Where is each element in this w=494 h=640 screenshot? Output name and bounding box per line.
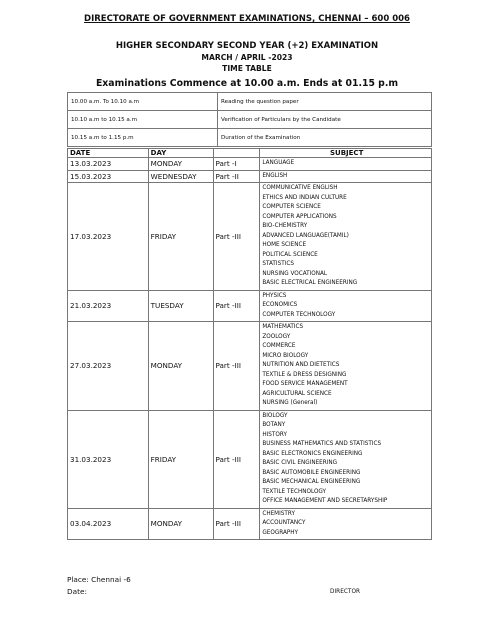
- subject-list: [260, 322, 432, 411]
- exam-day: FRIDAY: [148, 410, 213, 508]
- subject-item: BUSINESS MATHEMATICS AND STATISTICS: [262, 441, 382, 447]
- subject-item: TEXTILE & DRESS DESIGNING: [262, 371, 347, 378]
- exam-date: 17.03.2023: [68, 183, 149, 291]
- exam-day: MONDAY: [148, 158, 213, 171]
- place-line: Place: Chennai -6: [67, 575, 131, 584]
- exam-date: 13.03.2023: [68, 158, 149, 171]
- subject-list: [260, 183, 432, 291]
- date-column-header: DATE: [68, 149, 149, 158]
- subject-item: POLITICAL SCIENCE: [262, 251, 318, 258]
- subject-item: OFFICE MANAGEMENT AND SECRETARYSHIP: [262, 498, 388, 504]
- subject-item: HISTORY: [262, 431, 287, 438]
- director-signatory: DIRECTOR: [330, 589, 361, 595]
- subject-item: HOME SCIENCE: [262, 242, 307, 248]
- exam-title: HIGHER SECONDARY SECOND YEAR (+2) EXAMINATION: [115, 41, 379, 51]
- subject-item: AGRICULTURAL SCIENCE: [262, 390, 332, 397]
- timing-period: 10.15 a.m to 1.15 p.m: [68, 129, 218, 147]
- subject-item: COMPUTER APPLICATIONS: [262, 213, 337, 220]
- subject-item: GEOGRAPHY: [262, 529, 299, 536]
- timing-row: [68, 93, 432, 111]
- timing-table: [67, 92, 432, 147]
- timing-period: 10.00 a.m. To 10.10 a.m: [68, 93, 218, 111]
- exam-day: MONDAY: [148, 322, 213, 411]
- timing-activity: Duration of the Examination: [218, 129, 432, 147]
- subject-item: PHYSICS: [262, 292, 287, 299]
- subject-item: ACCOUNTANCY: [262, 520, 306, 526]
- subject-item: ENGLISH: [262, 172, 288, 179]
- subject-item: COMPUTER TECHNOLOGY: [262, 311, 336, 318]
- exam-date: 03.04.2023: [68, 508, 149, 540]
- subject-item: MATHEMATICS: [262, 324, 304, 330]
- subject-item: CHEMISTRY: [262, 510, 295, 517]
- subject-item: BASIC AUTOMOBILE ENGINEERING: [262, 469, 361, 476]
- timing-row: [68, 111, 432, 129]
- subject-item: NURSING VOCATIONAL: [262, 270, 328, 277]
- subject-item: NUTRITION AND DIETETICS: [262, 362, 340, 368]
- subject-item: BIO-CHEMISTRY: [262, 223, 308, 229]
- exam-day: TUESDAY: [148, 290, 213, 322]
- part-column-header: [213, 149, 260, 158]
- subject-item: ZOOLOGY: [262, 333, 291, 340]
- timing-period: 10.10 a.m to 10.15 a.m: [68, 111, 218, 129]
- subject-item: ECONOMICS: [262, 302, 298, 308]
- exam-part: Part -III: [213, 290, 260, 322]
- subject-list: [260, 170, 432, 183]
- subject-column-header: SUBJECT: [260, 149, 432, 158]
- exam-date: 15.03.2023: [68, 170, 149, 183]
- subject-item: STATISTICS: [262, 261, 294, 267]
- schedule-row: [68, 508, 432, 540]
- timing-activity: Verification of Particulars by the Candidate: [218, 111, 432, 129]
- subject-item: BASIC MECHANICAL ENGINEERING: [262, 479, 361, 485]
- exam-part: Part -III: [213, 410, 260, 508]
- subject-item: LANGUAGE: [262, 160, 295, 166]
- exam-part: Part -III: [213, 322, 260, 411]
- day-column-header: DAY: [148, 149, 213, 158]
- schedule-table: [67, 148, 432, 540]
- subject-item: BOTANY: [262, 422, 286, 428]
- subject-item: BIOLOGY: [262, 412, 288, 419]
- subject-item: BASIC ELECTRONICS ENGINEERING: [262, 450, 363, 457]
- timing-row: [68, 129, 432, 147]
- subject-item: ETHICS AND INDIAN CULTURE: [262, 194, 347, 201]
- exam-part: Part -III: [213, 183, 260, 291]
- subject-item: MICRO BIOLOGY: [262, 352, 309, 359]
- schedule-row: [68, 158, 432, 171]
- schedule-row: [68, 183, 432, 291]
- commence-note: Examinations Commence at 10.00 a.m. Ends at 01.15 p.m: [95, 78, 399, 89]
- exam-date: 21.03.2023: [68, 290, 149, 322]
- schedule-row: [68, 290, 432, 322]
- schedule-row: [68, 170, 432, 183]
- subject-item: COMMERCE: [262, 343, 296, 349]
- exam-session: MARCH / APRIL -2023: [201, 53, 293, 62]
- subject-item: BASIC ELECTRICAL ENGINEERING: [262, 280, 358, 286]
- document-title: TIME TABLE: [222, 64, 272, 73]
- subject-list: [260, 290, 432, 322]
- subject-item: COMPUTER SCIENCE: [262, 204, 321, 210]
- date-line: Date:: [67, 587, 87, 596]
- exam-date: 27.03.2023: [68, 322, 149, 411]
- subject-item: COMMUNICATIVE ENGLISH: [262, 185, 338, 191]
- schedule-header-row: [68, 149, 432, 158]
- exam-day: WEDNESDAY: [148, 170, 213, 183]
- exam-day: MONDAY: [148, 508, 213, 540]
- timing-activity: Reading the question paper: [218, 93, 432, 111]
- exam-date: 31.03.2023: [68, 410, 149, 508]
- schedule-row: [68, 322, 432, 411]
- exam-day: FRIDAY: [148, 183, 213, 291]
- subject-item: ADVANCED LANGUAGE(TAMIL): [262, 232, 349, 239]
- subject-list: [260, 158, 432, 171]
- directorate-heading: DIRECTORATE OF GOVERNMENT EXAMINATIONS, CHENNAI – 600 006: [84, 14, 410, 24]
- subject-item: BASIC CIVIL ENGINEERING: [262, 460, 338, 466]
- subject-item: NURSING (General): [262, 400, 318, 406]
- subject-list: [260, 508, 432, 540]
- subject-item: FOOD SERVICE MANAGEMENT: [262, 381, 348, 387]
- exam-part: Part -III: [213, 508, 260, 540]
- exam-part: Part -II: [213, 170, 260, 183]
- subject-list: [260, 410, 432, 508]
- subject-item: TEXTILE TECHNOLOGY: [262, 488, 327, 495]
- schedule-row: [68, 410, 432, 508]
- exam-part: Part -I: [213, 158, 260, 171]
